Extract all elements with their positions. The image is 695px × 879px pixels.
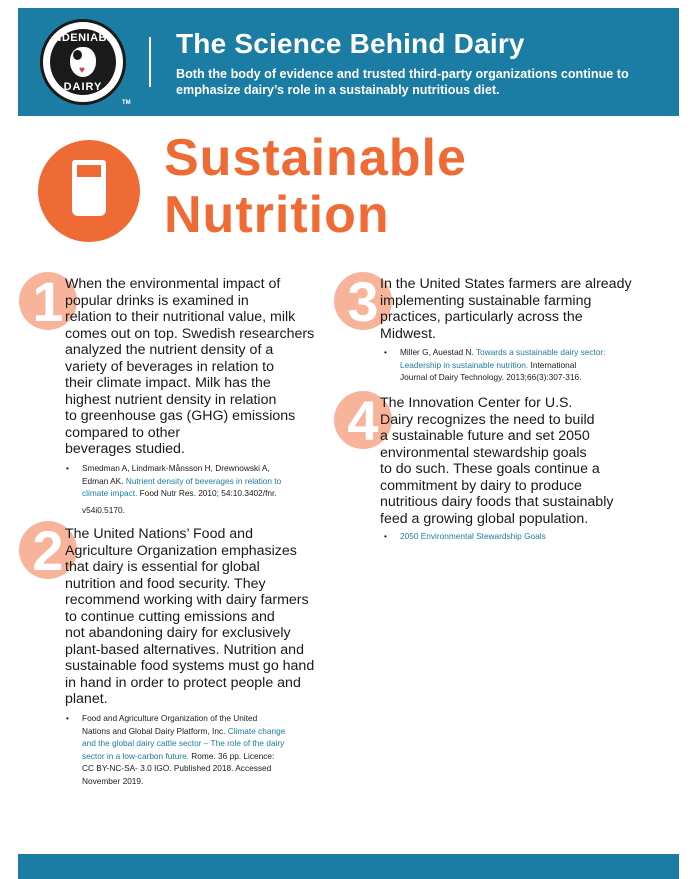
milk-glass-icon [38, 140, 140, 242]
bullet-icon: • [384, 531, 387, 541]
reference-link[interactable]: Climate change [227, 725, 286, 736]
reference-text: Food Nutr Res. 2010; 54:10.3402/fnr. [137, 488, 277, 499]
paragraph-line: popular drinks is examined in [65, 292, 249, 309]
trademark-mark: TM [122, 100, 131, 106]
paragraph-line: to greenhouse gas (GHG) emissions [65, 408, 296, 424]
section-paragraph [380, 395, 613, 527]
paragraph-line: The Innovation Center for U.S. [380, 395, 573, 411]
reference-line: v54i0.5170. [82, 504, 125, 515]
section-paragraph [65, 276, 314, 458]
reference-line [82, 475, 281, 488]
paragraph-line: relation to their nutritional value, milk [65, 309, 296, 325]
paragraph-line: variety of beverages in relation to [65, 358, 274, 375]
reference-line: Food and Agriculture Organization of the United [82, 713, 258, 723]
paragraph-line: plant-based alternatives. Nutrition and [65, 641, 304, 658]
section-number: 3 [347, 270, 379, 333]
paragraph-line: to continue cutting emissions and [65, 608, 275, 625]
reference-link[interactable]: Nutrient density of beverages in relation to [125, 475, 282, 486]
reference-link[interactable]: 2050 Environmental Stewardship Goals [400, 531, 546, 541]
reference-line [82, 487, 281, 500]
header-subtitle [176, 66, 656, 98]
bullet-icon: • [66, 713, 69, 723]
header-banner [18, 8, 679, 116]
reference-link[interactable]: Leadership in sustainable nutrition. [400, 359, 529, 370]
paragraph-line: nutritious dairy foods that sustainably [380, 494, 614, 510]
reference-text: Edman AK. [82, 475, 126, 486]
footer-bar [18, 854, 679, 879]
undeniably-dairy-logo [40, 19, 126, 105]
reference-link[interactable]: and the global dairy cattle sector – The role of the dairy [82, 738, 285, 749]
reference-item [66, 712, 286, 788]
paragraph-line: beverages studied. [65, 441, 185, 457]
paragraph-line: When the environmental impact of [65, 276, 281, 292]
paragraph-line: feed a growing global population. [380, 510, 589, 527]
reference-text: Rome. 36 pp. Licence: [189, 750, 275, 761]
reference-line: CC BY-NC-SA- 3.0 IGO. Published 2018. Accessed [82, 763, 272, 774]
reference-line [400, 346, 606, 359]
section-number: 1 [32, 270, 64, 333]
reference-text: Nations and Global Dairy Platform, Inc. [82, 725, 228, 736]
paragraph-line: Agriculture Organization emphasizes [65, 542, 297, 559]
section-number: 4 [347, 389, 379, 452]
header-title: The Science Behind Dairy [176, 28, 525, 59]
paragraph-line: compared to other [65, 424, 181, 441]
reference-link[interactable]: sector in a low-carbon future. [82, 750, 189, 761]
reference-line: Smedman A, Lindmark-Månsson H, Drewnowski A, [82, 463, 270, 473]
paragraph-line: sustainable food systems must go hand [65, 658, 315, 674]
page-title [164, 130, 467, 244]
section-paragraph [380, 276, 632, 342]
reference-line: Journal of Dairy Technology. 2013;66(3):307-316. [400, 372, 582, 383]
paragraph-line: a sustainable future and set 2050 [380, 428, 590, 444]
paragraph-line: planet. [65, 691, 108, 707]
reference-line [82, 725, 285, 738]
header-subtitle-line: Both the body of evidence and trusted third-party organizations continue to [176, 67, 629, 81]
reference-line [400, 530, 546, 543]
reference-link[interactable]: climate impact. [82, 488, 138, 499]
paragraph-line: implementing sustainable farming [380, 292, 592, 309]
paragraph-line: environmental stewardship goals [380, 444, 587, 461]
paragraph-line: The United Nations’ Food and [65, 526, 253, 542]
paragraph-line: Dairy recognizes the need to build [380, 411, 595, 428]
section-number: 2 [32, 519, 64, 582]
logo-bottom-text: DAIRY [63, 81, 103, 93]
glass-outline [72, 160, 106, 216]
bullet-icon: • [66, 463, 69, 473]
paragraph-line: nutrition and food security. They [65, 575, 266, 592]
reference-line: November 2019. [82, 775, 144, 786]
paragraph-line: highest nutrient density in relation [65, 391, 277, 408]
bullet-icon: • [384, 347, 387, 357]
paragraph-line: practices, particularly across the [380, 309, 583, 325]
paragraph-line: Midwest. [380, 325, 436, 342]
page-title-line: Sustainable [164, 129, 467, 187]
paragraph-line: their climate impact. Milk has the [65, 375, 271, 391]
paragraph-line: not abandoning dairy for exclusively [65, 625, 291, 641]
paragraph-line: that dairy is essential for global [65, 559, 260, 575]
reference-item [66, 462, 282, 516]
reference-text: Miller G, Auestad N. [400, 347, 476, 357]
paragraph-line: recommend working with dairy farmers [65, 592, 309, 608]
reference-item [384, 530, 546, 543]
paragraph-line: in hand in order to protect people and [65, 674, 301, 691]
cow-patch-icon [73, 50, 82, 60]
paragraph-line: comes out on top. Swedish researchers [65, 325, 315, 342]
reference-line [82, 737, 285, 750]
page-title-line: Nutrition [164, 186, 390, 244]
section-paragraph [65, 526, 314, 708]
milk-fill [77, 177, 101, 211]
reference-line [82, 750, 285, 763]
reference-link[interactable]: Towards a sustainable dairy sector: [475, 347, 606, 357]
reference-text: International [528, 359, 577, 370]
paragraph-line: commitment by dairy to produce [380, 477, 582, 494]
reference-line [400, 359, 606, 372]
paragraph-line: In the United States farmers are already [380, 276, 632, 292]
reference-item [384, 346, 606, 384]
heart-icon: ♥ [79, 65, 85, 76]
header-subtitle-line: emphasize dairy’s role in a sustainably nutritious diet. [176, 83, 500, 97]
header-divider [149, 37, 151, 87]
paragraph-line: to do such. These goals continue a [380, 461, 600, 477]
logo-top-text: UNDENIABLY [44, 32, 122, 44]
paragraph-line: analyzed the nutrient density of a [65, 342, 274, 358]
